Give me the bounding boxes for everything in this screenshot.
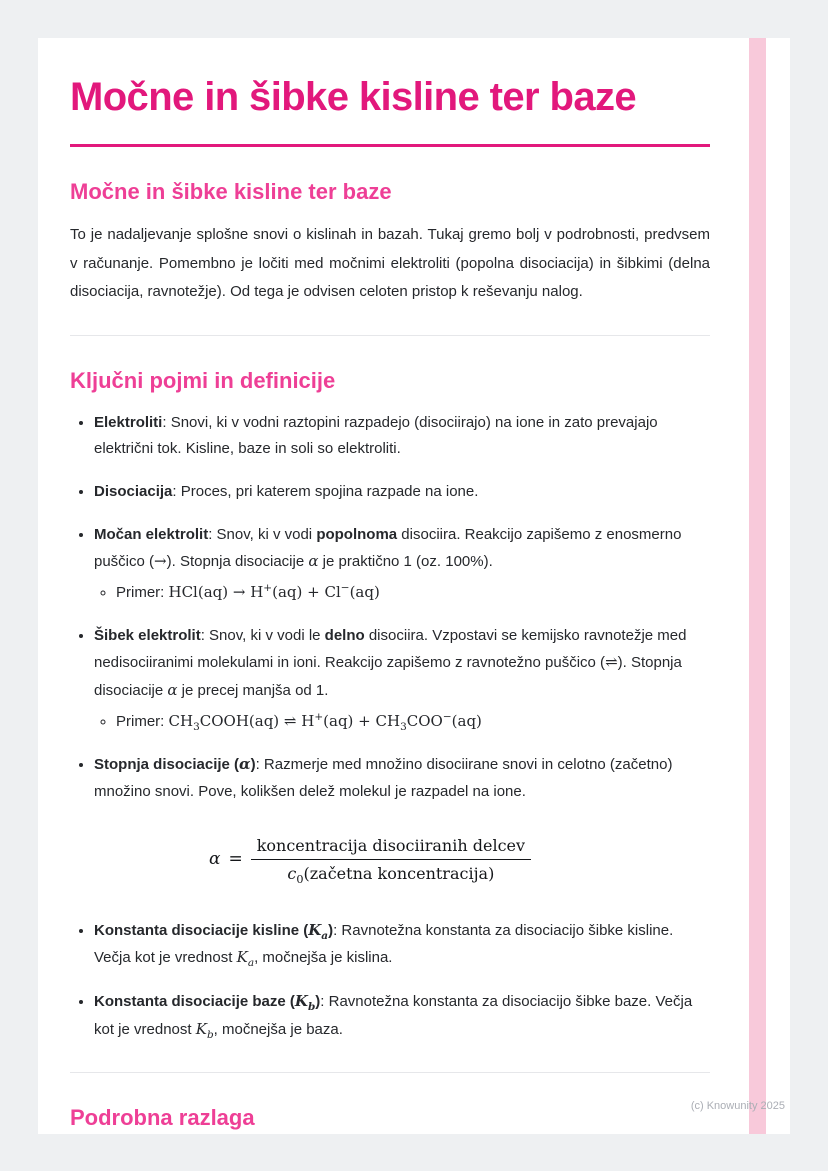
- key-terms-list: [70, 410, 710, 806]
- list-item-mocan-elektrolit: [94, 522, 710, 607]
- section-heading-key-terms: Ključni pojmi in definicije: [70, 367, 336, 393]
- formula-numerator: koncentracija disociiranih delcev: [251, 836, 531, 860]
- page-title: Močne in šibke kisline ter baze: [70, 75, 637, 119]
- list-item-text: Konstanta disociacije kisline $(K_a)$: Ravnotežna konstanta za disociacijo šibke kisline. Večja kot je vrednost $K_a$, močnejša je kislina.: [94, 920, 674, 970]
- sub-list-item-text: Primer: HCl(aq) → H+(aq) + Cl−(aq): [116, 581, 380, 601]
- formula-c-subscript: 0: [296, 872, 304, 886]
- list-item-sibek-elektrolit: [94, 623, 710, 736]
- footer-copyright: (c) Knowunity 2025: [690, 1100, 785, 1112]
- list-item-text: Konstanta disociacije baze $(K_b)$: Ravnotežna konstanta za disociacijo šibke baze. Večja kot je vrednost $K_b$, močnejša je baza.: [94, 992, 693, 1041]
- section-heading-detail: Podrobna razlaga: [70, 1104, 255, 1130]
- formula-equals-sign: =: [228, 849, 243, 870]
- accent-strip: [749, 38, 766, 1134]
- list-item-stopnja-disociacije: [94, 751, 710, 805]
- document-page: [38, 38, 790, 1134]
- intro-paragraph: To je nadaljevanje splošne snovi o kislinah in bazah. Tukaj gremo bolj v podrobnosti, predvsem v računanje. Pomembno je ločiti med močnimi elektroliti (popolna disociacija) in šibkimi (delna disociacija, ravnotežje). Od tega je odvisen celoten pristop k reševanju nalog.: [70, 226, 710, 300]
- list-item-konstanta-kisline: [94, 917, 710, 972]
- sub-list-item-ch3cooh-example: [116, 708, 710, 736]
- formula-alpha-definition: [70, 835, 670, 886]
- sub-list-item-hcl-example: [116, 579, 710, 607]
- sub-list-item-text: Primer: $CH_3COOH(aq)$ ⇌ $H^+(aq) + CH_3COO^-(aq)$: [116, 710, 482, 733]
- example-sub-list: [94, 708, 710, 736]
- list-item-text: Stopnja disociacije (α): Razmerje med množino disociirane snovi in celotno (začetno) množino snovi. Pove, kolikšen delež molekul je razpadel na ione.: [94, 755, 673, 801]
- formula-fraction: [251, 835, 531, 886]
- formula-c-symbol: c: [287, 863, 297, 883]
- list-item-text: Šibek elektrolit: Snov, ki v vodi le delno disociira. Vzpostavi se kemijsko ravnotežje med nedisociiranimi molekulami in ioni. Reakcijo zapišemo z ravnotežno puščico (⇌). Stopnja disociacije α je precej manjša od 1.: [94, 626, 687, 699]
- title-rule: [70, 144, 710, 147]
- list-item-disociacija: [94, 479, 710, 506]
- formula-alpha-symbol: α: [208, 849, 221, 870]
- list-item-text: Disociacija: Proces, pri katerem spojina razpade na ione.: [94, 482, 479, 500]
- list-item-text: Elektroliti: Snovi, ki v vodni raztopini razpadejo (disociirajo) na ione in zato prevajajo električni tok. Kisline, baze in soli so elektroliti.: [94, 413, 658, 458]
- page-content: [38, 38, 790, 1131]
- list-item-text: Močan elektrolit: Snov, ki v vodi popolnoma disociira. Reakcijo zapišemo z enosmerno puščico (→). Stopnja disociacije α je praktično 1 (oz. 100%).: [94, 525, 682, 571]
- key-terms-list-continued: [70, 917, 710, 1044]
- section-heading-intro: Močne in šibke kisline ter baze: [70, 179, 392, 204]
- formula-denominator-text: (začetna koncentracija): [303, 863, 495, 883]
- section-divider: [70, 1072, 710, 1073]
- list-item-konstanta-baze: [94, 988, 710, 1043]
- example-sub-list: [94, 579, 710, 607]
- section-divider: [70, 335, 710, 336]
- formula-denominator: [251, 860, 531, 886]
- list-item-elektroliti: [94, 410, 710, 463]
